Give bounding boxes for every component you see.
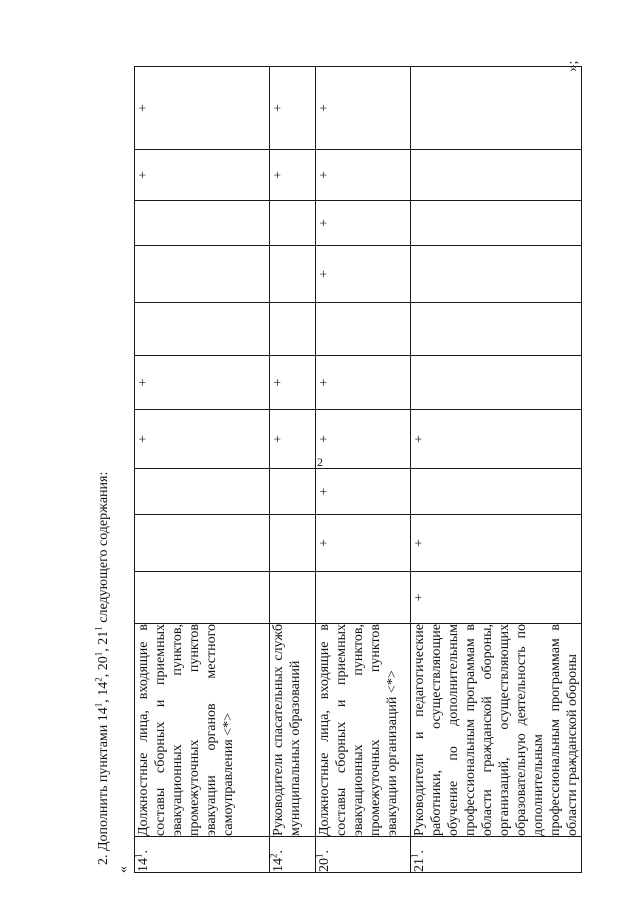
page-number: 2 <box>317 455 323 469</box>
intro-sup: 1 <box>93 702 104 708</box>
mark-cell: + <box>270 67 316 150</box>
mark-cell: + <box>411 572 582 624</box>
mark-cell: + <box>270 356 316 410</box>
row-description: Руководители спасательных служб муниципальных образований <box>270 624 316 837</box>
mark-cell <box>411 303 582 356</box>
mark-cell: + <box>316 201 411 246</box>
mark-cell: + <box>316 150 411 201</box>
mark-cell: + <box>316 67 411 150</box>
mark-cell <box>270 572 316 624</box>
row-number-value: 20 <box>317 858 332 872</box>
mark-cell <box>411 469 582 515</box>
mark-cell <box>316 303 411 356</box>
mark-cell: + <box>316 246 411 303</box>
table-row <box>270 67 316 873</box>
table-row <box>411 67 582 873</box>
mark-cell: + <box>135 410 270 469</box>
intro-part: , 20 <box>96 656 111 678</box>
intro-part: , 21 <box>96 630 111 652</box>
row-number-dot: . <box>412 850 427 854</box>
mark-cell <box>411 356 582 410</box>
mark-cell <box>411 201 582 246</box>
intro-sup: 2 <box>93 677 104 682</box>
rotated-content <box>93 67 580 873</box>
row-number-sup: 1 <box>314 853 325 858</box>
row-description: Должностные лица, входящие в составы сборных и приемных эвакуационных пунктов, промежуточных пунктов эвакуации организаций <*> <box>316 624 411 837</box>
mark-cell <box>270 246 316 303</box>
opening-quote: « <box>116 866 131 873</box>
row-number-dot: . <box>317 850 332 854</box>
mark-cell <box>411 246 582 303</box>
mark-cell: + <box>270 410 316 469</box>
document-table <box>134 66 582 873</box>
row-description: Руководители и педагогические работники, осуществляющие обучение по дополнительным профессиональным программам в области гражданской обороны, организаций, осуществляющих образовательную деятельность по дополнительным профессиональным программам в области гражданской обороны <box>412 624 580 836</box>
mark-cell: + <box>135 356 270 410</box>
mark-cell: + <box>270 150 316 201</box>
mark-cell: + <box>411 410 582 469</box>
row-number-sup: 1 <box>133 853 144 858</box>
row-number-value: 14 <box>136 858 151 872</box>
mark-cell <box>316 572 411 624</box>
intro-prefix: 2. Дополнить пунктами 14 <box>96 707 111 865</box>
closing-quote: »; <box>565 60 581 72</box>
row-number <box>411 837 582 873</box>
mark-cell <box>135 246 270 303</box>
row-number-value: 14 <box>271 858 286 872</box>
mark-cell: + <box>135 150 270 201</box>
table-row <box>316 67 411 873</box>
row-number-value: 21 <box>412 858 427 872</box>
mark-cell <box>135 469 270 515</box>
intro-suffix: следующего содержания: <box>96 471 111 627</box>
mark-cell: + <box>316 410 411 469</box>
row-number-dot: . <box>136 850 151 854</box>
row-number-sup: 1 <box>409 853 420 858</box>
row-description: Должностные лица, входящие в составы сборных и приемных эвакуационных пунктов, промежуточных пунктов эвакуации органов местного самоуправления <*> <box>135 624 270 837</box>
mark-cell: + <box>316 356 411 410</box>
row-number <box>316 837 411 873</box>
row-number <box>270 837 316 873</box>
mark-cell: + <box>411 515 582 572</box>
intro-text <box>93 105 118 865</box>
row-number <box>135 837 270 873</box>
intro-sup: 1 <box>93 626 104 631</box>
intro-sup: 1 <box>93 651 104 657</box>
mark-cell <box>411 67 582 150</box>
mark-cell: + <box>316 469 411 515</box>
mark-cell: + <box>135 67 270 150</box>
mark-cell <box>270 201 316 246</box>
mark-cell <box>270 303 316 356</box>
mark-cell: + <box>316 515 411 572</box>
table-row <box>135 67 270 873</box>
mark-cell <box>135 201 270 246</box>
mark-cell <box>270 469 316 515</box>
row-number-sup: 2 <box>268 853 279 858</box>
row-number-dot: . <box>271 850 286 854</box>
intro-part: , 14 <box>96 681 111 703</box>
mark-cell <box>411 150 582 201</box>
mark-cell <box>270 515 316 572</box>
mark-cell <box>135 515 270 572</box>
mark-cell <box>135 303 270 356</box>
mark-cell <box>135 572 270 624</box>
